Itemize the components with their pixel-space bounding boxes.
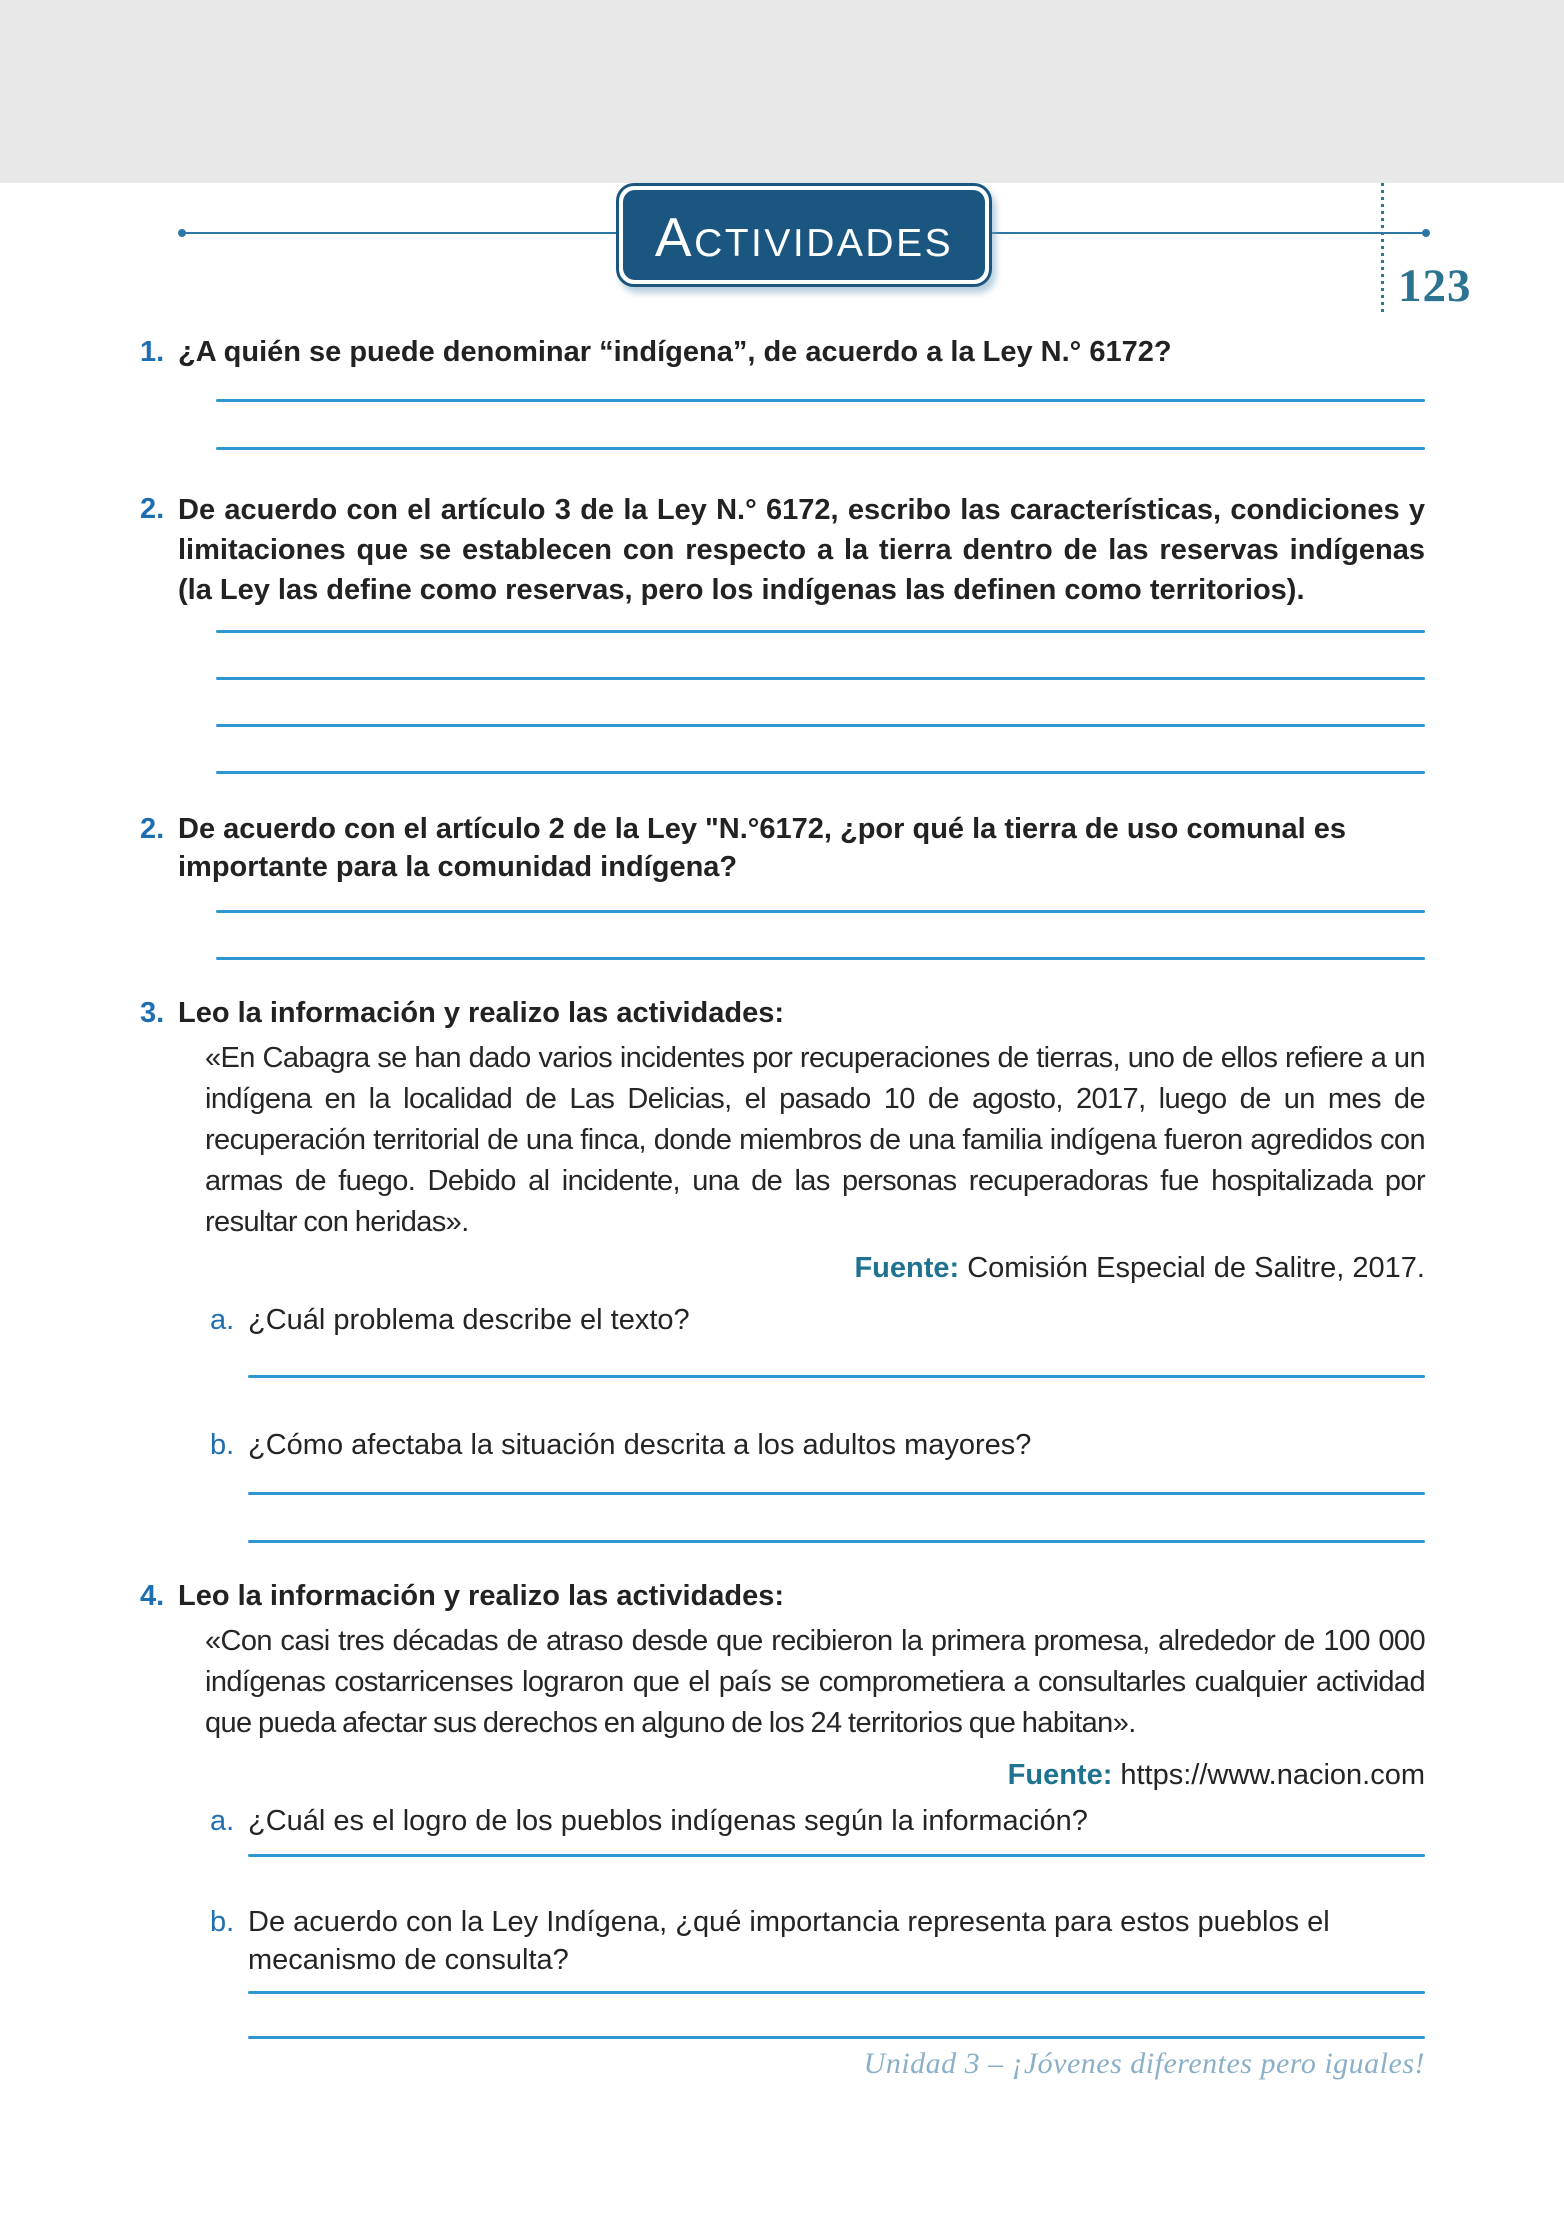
source-text: Comisión Especial de Salitre, 2017. [967, 1252, 1425, 1284]
sub-question-text: De acuerdo con la Ley Indígena, ¿qué importancia representa para estos pueblos el mecanismo de consulta? [248, 1906, 1330, 1976]
sub-question-text: ¿Cuál problema describe el texto? [248, 1304, 690, 1336]
source-text: https://www.nacion.com [1120, 1759, 1425, 1791]
activities-badge [616, 183, 992, 287]
question-number: 2. [140, 493, 165, 525]
workbook-page [0, 183, 1564, 2231]
reading-passage: «Con casi tres décadas de atraso desde que recibieron la primera promesa, alrededor de 100 000 indígenas costarricenses lograron que el país se comprometiera a consultarles cualquier actividad que pueda afectar sus derechos en alguno de los 24 territorios que habitan». [205, 1625, 1425, 1739]
answer-line [216, 724, 1425, 727]
answer-line [216, 910, 1425, 913]
page-footer: Unidad 3 – ¡Jóvenes diferentes pero iguales! [863, 2047, 1425, 2080]
question-2 [140, 490, 1425, 610]
answer-line [248, 1375, 1425, 1378]
source-line [205, 1249, 1425, 1287]
answer-line [248, 2036, 1425, 2039]
question-number: 2. [140, 813, 165, 845]
answer-line [216, 630, 1425, 633]
activities-badge-title: ACTIVIDADES [654, 205, 954, 268]
sub-question-a [210, 1802, 1425, 1840]
question-1 [140, 333, 1425, 371]
answer-line [248, 1492, 1425, 1495]
activities-header [0, 183, 1564, 281]
question-number: 4. [140, 1580, 165, 1612]
answer-line [248, 1854, 1425, 1857]
question-number: 3. [140, 997, 165, 1029]
activities-badge-fill [623, 190, 985, 280]
question-number: 1. [140, 336, 165, 368]
question-3 [140, 994, 1425, 1032]
question-2b [140, 810, 1425, 886]
answer-line [216, 771, 1425, 774]
source-line [205, 1756, 1425, 1794]
sub-question-text: ¿Cuál es el logro de los pueblos indígenas según la información? [248, 1805, 1088, 1837]
answer-line [248, 1540, 1425, 1543]
sub-question-text: ¿Cómo afectaba la situación descrita a los adultos mayores? [248, 1429, 1032, 1461]
question-text: Leo la información y realizo las actividades: [178, 997, 784, 1029]
answer-line [216, 399, 1425, 402]
question-text: De acuerdo con el artículo 3 de la Ley N.° 6172, escribo las características, condiciones y limitaciones que se establecen con respecto a la tierra dentro de las reservas indígenas (la Ley las define como reservas, pero los indígenas las definen como territorios). [178, 494, 1425, 606]
reading-passage: «En Cabagra se han dado varios incidentes por recuperaciones de tierras, uno de ellos refiere a un indígena en la localidad de Las Delicias, el pasado 10 de agosto, 2017, luego de un mes de recuperación territorial de una finca, donde miembros de una familia indígena fueron agredidos con armas de fuego. Debido al incidente, una de las personas recuperadoras fue hospitalizada por resultar con heridas». [205, 1042, 1425, 1238]
sub-question-letter: b. [210, 1429, 235, 1461]
sub-question-b [210, 1903, 1425, 1979]
answer-line [216, 957, 1425, 960]
sub-question-b [210, 1426, 1425, 1464]
page-number: 123 [1398, 260, 1472, 312]
source-label: Fuente: [854, 1252, 960, 1284]
sub-question-a [210, 1301, 1425, 1339]
question-4 [140, 1577, 1425, 1615]
question-text: ¿A quién se puede denominar “indígena”, de acuerdo a la Ley N.° 6172? [178, 336, 1172, 368]
answer-line [216, 677, 1425, 680]
sub-question-letter: b. [210, 1906, 235, 1938]
source-label: Fuente: [1007, 1759, 1113, 1791]
answer-line [248, 1991, 1425, 1994]
question-text: De acuerdo con el artículo 2 de la Ley "N.°6172, ¿por qué la tierra de uso comunal es importante para la comunidad indígena? [178, 813, 1347, 883]
answer-line [216, 447, 1425, 450]
sub-question-letter: a. [210, 1805, 235, 1837]
sub-question-letter: a. [210, 1304, 235, 1336]
question-text: Leo la información y realizo las actividades: [178, 1580, 784, 1612]
